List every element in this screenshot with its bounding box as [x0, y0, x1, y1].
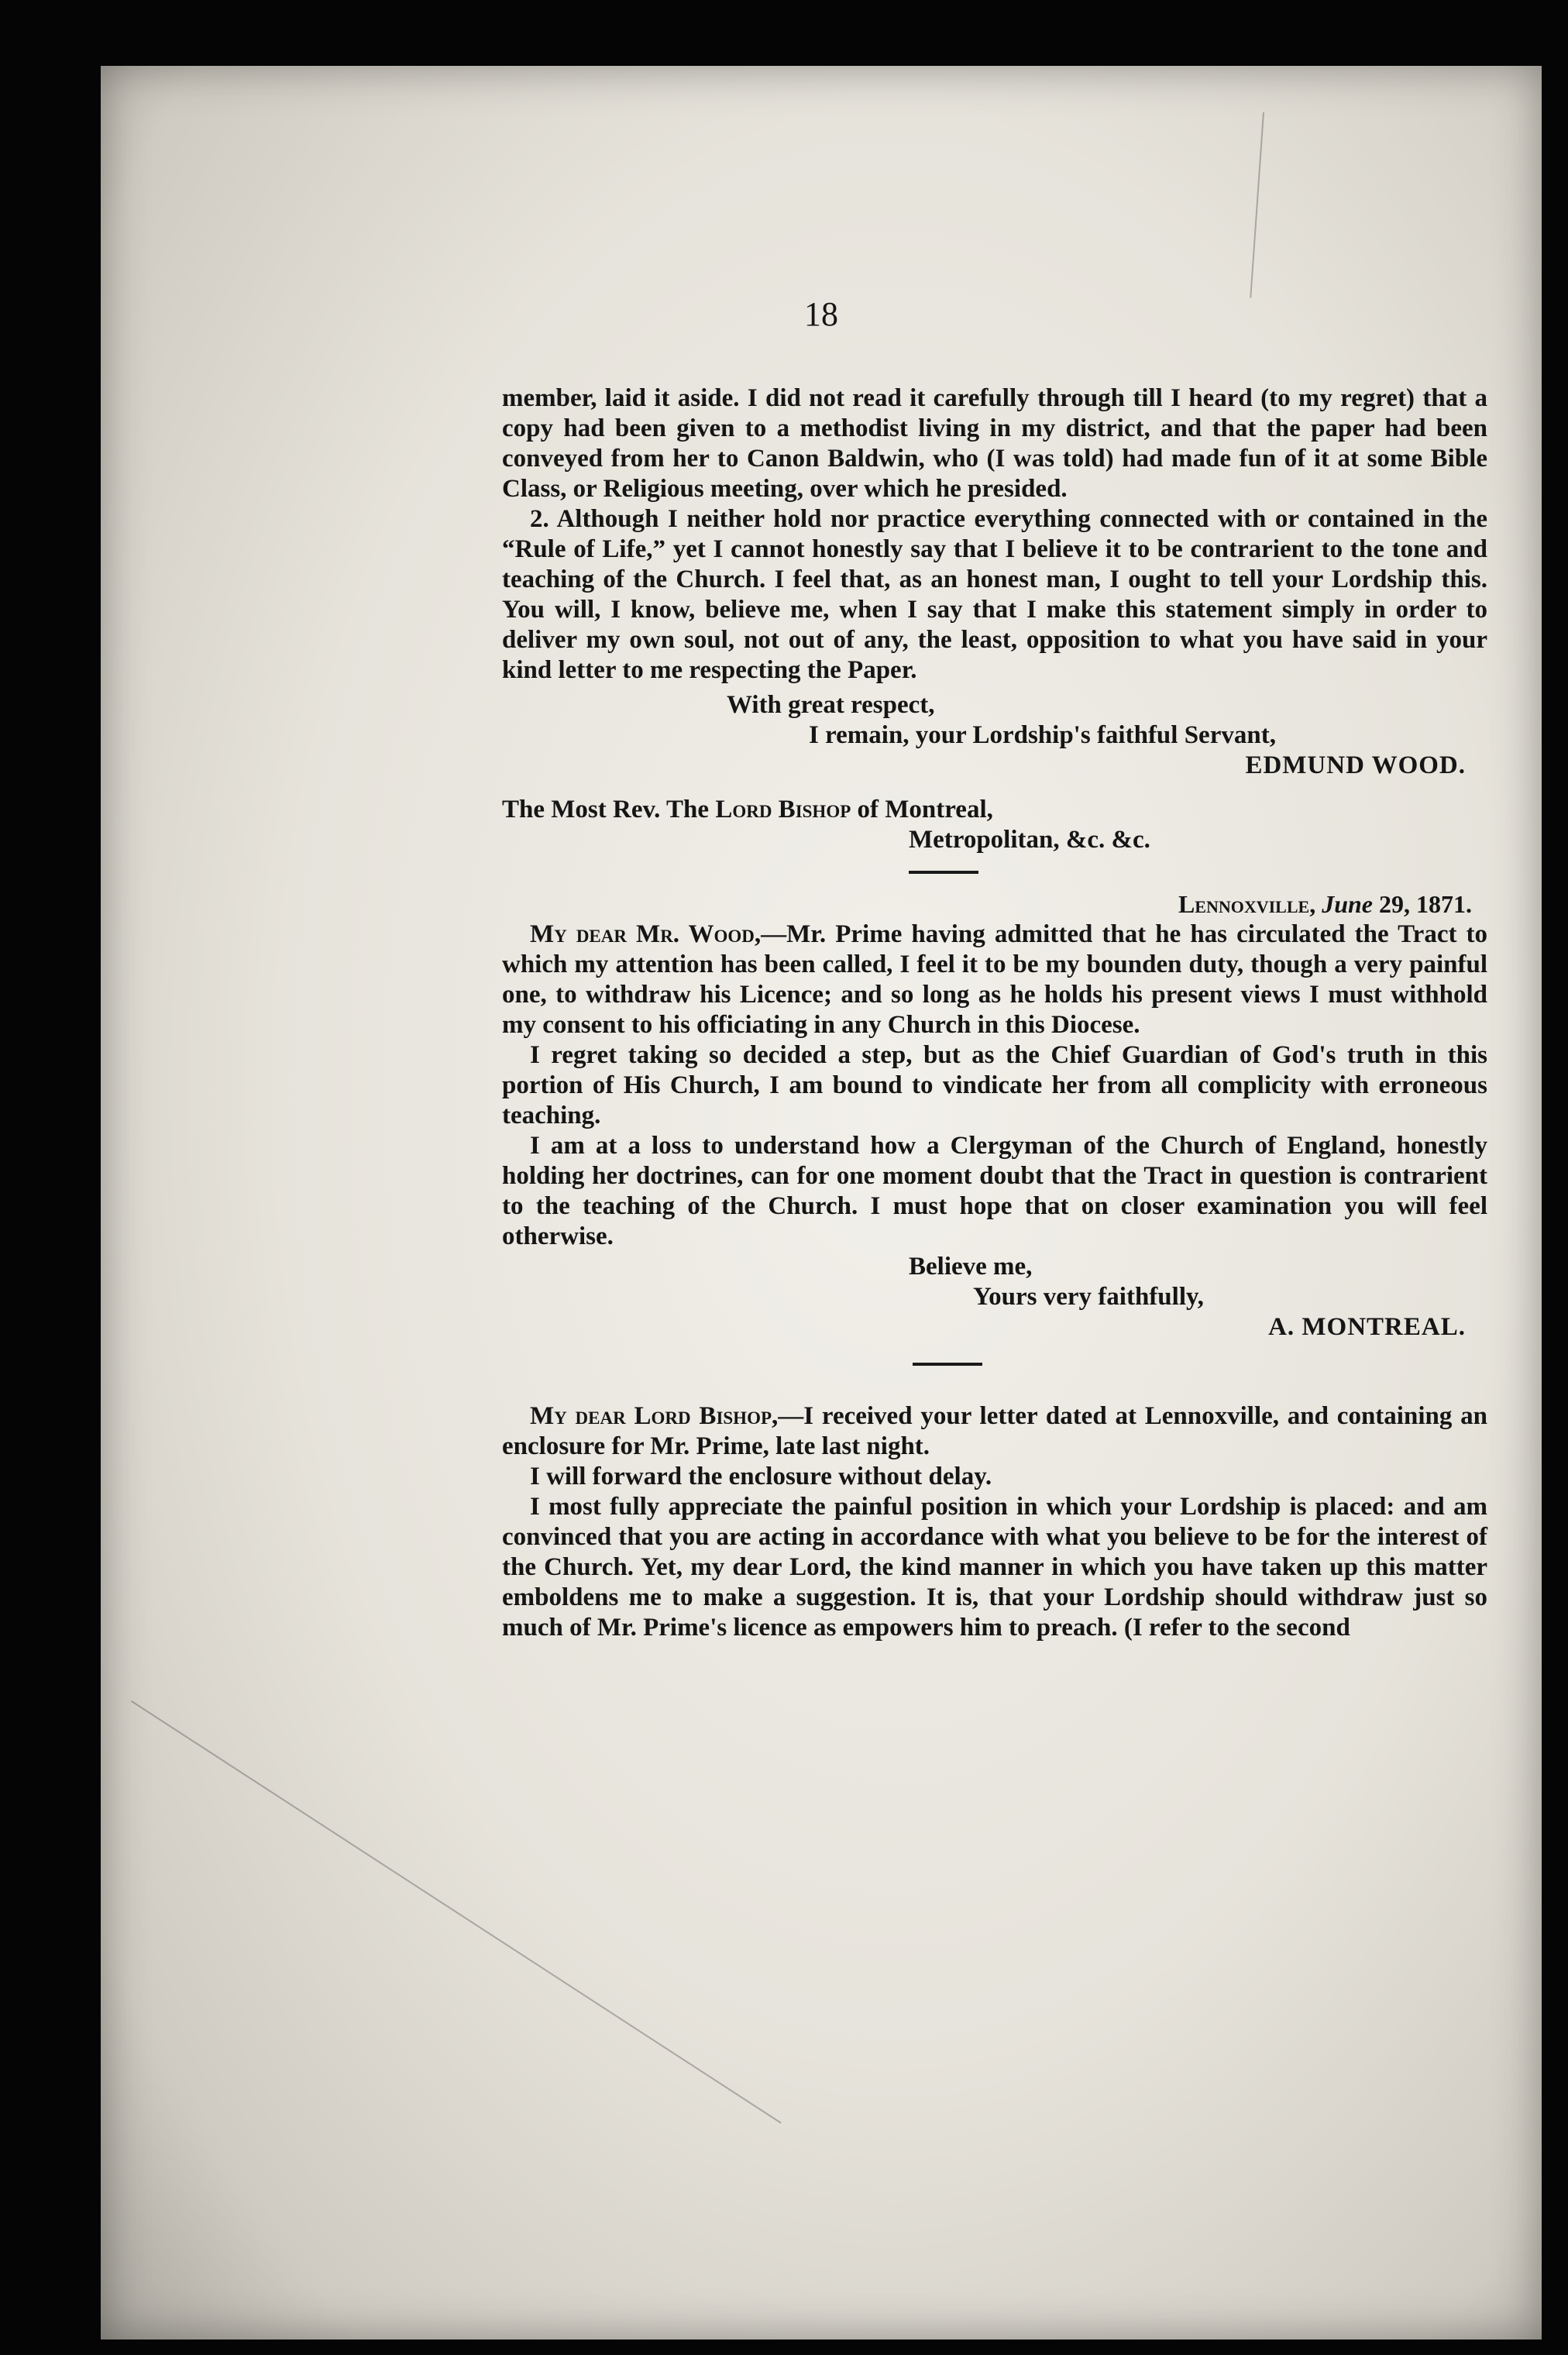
closing-line: I remain, your Lordship's faithful Servant,: [809, 721, 1276, 749]
page-number: 18: [804, 295, 838, 333]
date-rest: 29, 1871.: [1373, 890, 1472, 918]
date-month: June: [1322, 890, 1373, 918]
addressee-line: Metropolitan, &c. &c.: [909, 826, 1150, 854]
closing-line: Yours very faithfully,: [973, 1283, 1204, 1311]
addressee-title: Lord Bishop: [715, 796, 851, 823]
signature: A. MONTREAL.: [1268, 1313, 1466, 1341]
paragraph-text: —Mr. Prime having admitted that he has circulated the Tract to which my attention has been called, I feel it to be my bounden duty, though a very painful one, to withdraw his Licence; and so long as he holds his present views I must withhold my consent to his officiating in any Church in this Diocese.: [502, 920, 1487, 1039]
divider-rule: [909, 871, 978, 874]
paragraph: [502, 1401, 1487, 1462]
page-body: [502, 383, 1487, 1643]
paragraph: I regret taking so decided a step, but as the Chief Guardian of God's truth in this portion of His Church, I am bound to vindicate her from all complicity with erroneous teaching.: [502, 1041, 1487, 1129]
salutation: My dear Lord Bishop,: [530, 1402, 779, 1430]
paragraph: I am at a loss to understand how a Clergyman of the Church of England, honestly holding her doctrines, can for one moment doubt that the Tract in question is contrarient to the teaching of the Church. I must hope that on closer examination you will feel otherwise.: [502, 1132, 1487, 1250]
salutation: My dear Mr. Wood,: [530, 920, 762, 948]
paragraph: I will forward the enclosure without delay.: [530, 1463, 992, 1490]
closing-line: With great respect,: [727, 691, 935, 719]
place: Lennoxville,: [1178, 890, 1316, 918]
paragraph: 2. Although I neither hold nor practice everything connected with or contained in the “Rule of Life,” yet I cannot honestly say that I believe it to be contrarient to the tone and teaching of the Church. I feel that, as an honest man, I ought to tell your Lordship this. You will, I know, believe me, when I say that I make this statement simply in order to deliver my own soul, not out of any, the least, opposition to what you have said in your kind letter to me respecting the Paper.: [502, 505, 1487, 684]
closing-line: Believe me,: [909, 1253, 1033, 1281]
addressee-text: of Montreal,: [851, 796, 993, 823]
signature: EDMUND WOOD.: [1245, 751, 1466, 779]
place-date: [502, 889, 1487, 920]
paragraph: member, laid it aside. I did not read it carefully through till I heard (to my regret) that a copy had been given to a methodist living in my district, and that the paper had been conveyed from her to Canon Baldwin, who (I was told) had made fun of it at some Bible Class, or Religious meeting, over which he presided.: [502, 384, 1487, 503]
scan-scratch: [1250, 112, 1264, 298]
paragraph-text: —I received your letter dated at Lennoxville, and containing an enclosure for Mr. Prime, late last night.: [502, 1402, 1487, 1460]
addressee-text: The Most Rev. The: [502, 796, 716, 823]
scan-scratch: [131, 1700, 782, 2123]
addressee-line: [502, 795, 1487, 825]
paragraph: I most fully appreciate the painful position in which your Lordship is placed: and am convinced that you are acting in accordance with what you believe to be for the interest of the Church. Yet, my dear Lord, the kind manner in which you have taken up this matter emboldens me to make a suggestion. It is, that your Lordship should withdraw just so much of Mr. Prime's licence as empowers him to preach. (I refer to the second: [502, 1493, 1487, 1642]
document-page: [101, 66, 1542, 2340]
paragraph: [502, 920, 1487, 1040]
divider-rule: [913, 1363, 982, 1366]
